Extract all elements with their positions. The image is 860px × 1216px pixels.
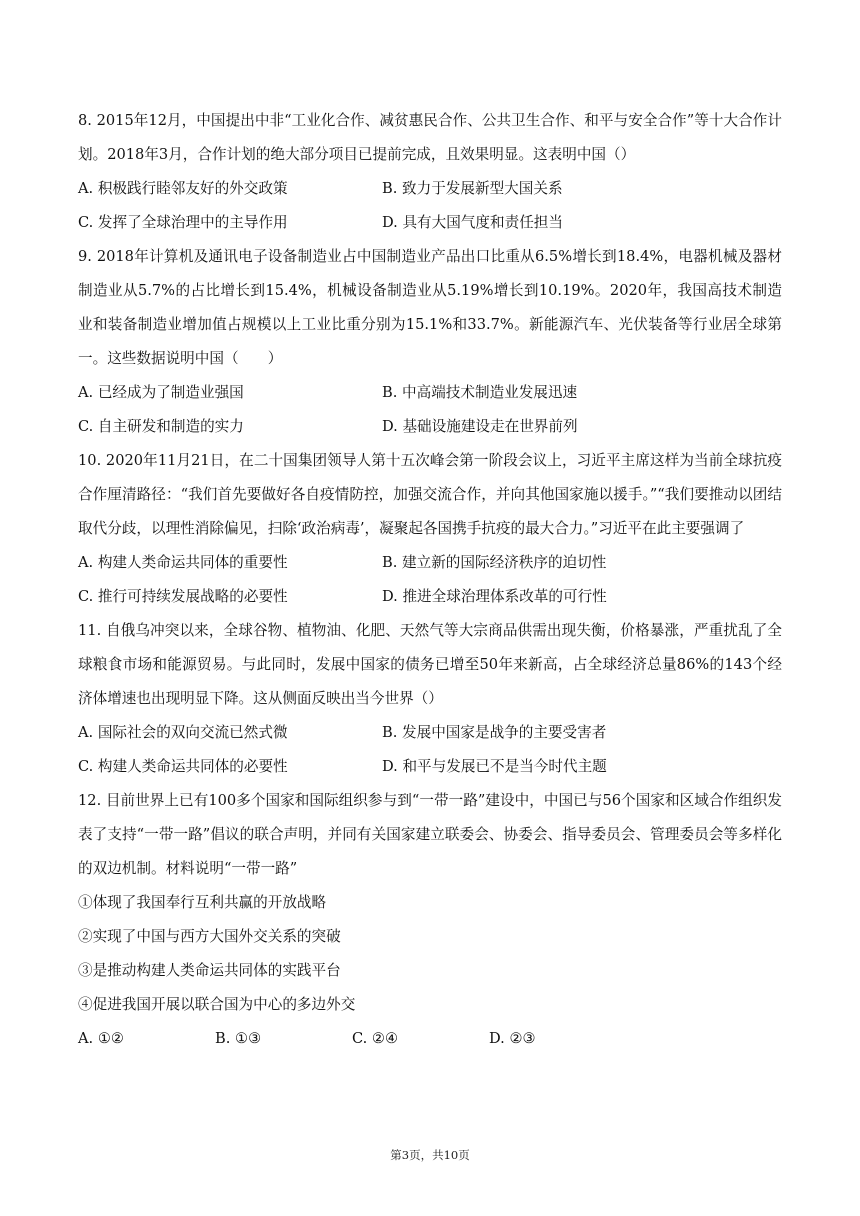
statement-4: ④促进我国开展以联合国为中心的多边外交 <box>78 996 356 1013</box>
option-a: A. 国际社会的双向交流已然式微 <box>78 724 288 741</box>
question-11 <box>78 614 782 784</box>
option-b: B. 建立新的国际经济秩序的迫切性 <box>382 554 607 571</box>
option-row <box>78 410 782 444</box>
question-12 <box>78 784 782 1056</box>
page-footer: 第3页，共10页 <box>390 1148 470 1162</box>
option-row <box>78 376 782 410</box>
option-a: A. 构建人类命运共同体的重要性 <box>78 554 288 571</box>
option-row <box>78 1022 782 1056</box>
question-list <box>78 104 782 1056</box>
statement-2: ②实现了中国与西方大国外交关系的突破 <box>78 928 341 945</box>
option-b: B. ①③ <box>215 1030 262 1047</box>
question-stem: 11. 自俄乌冲突以来，全球谷物、植物油、化肥、天然气等大宗商品供需出现失衡，价格暴涨，严重扰乱了全球粮食市场和能源贸易。与此同时，发展中国家的债务已增至50年来新高，占全球经济总量86%的143个经济体增速也出现明显下降。这从侧面反映出当今世界（） <box>78 622 782 707</box>
question-stem: 12. 目前世界上已有100多个国家和国际组织参与到“一带一路”建设中，中国已与56个国家和区域合作组织发表了支持“一带一路”倡议的联合声明，并同有关国家建立联委会、协委会、指导委员会、管理委员会等多样化的双边机制。材料说明“一带一路” <box>78 792 782 877</box>
question-10 <box>78 444 782 614</box>
statement-1: ①体现了我国奉行互利共赢的开放战略 <box>78 894 327 911</box>
option-d: D. 推进全球治理体系改革的可行性 <box>382 588 607 605</box>
question-stem: 10. 2020年11月21日，在二十国集团领导人第十五次峰会第一阶段会议上，习近平主席这样为当前全球抗疫合作厘清路径：“我们首先要做好各自疫情防控，加强交流合作，并向其他国家施以援手。”“我们要推动以团结取代分歧，以理性消除偏见，扫除‘政治病毒’，凝聚起各国携手抗疫的最大合力。”习近平在此主要强调了 <box>78 452 782 537</box>
option-b: B. 致力于发展新型大国关系 <box>382 180 563 197</box>
option-a: A. 积极践行睦邻友好的外交政策 <box>78 180 288 197</box>
question-stem: 9. 2018年计算机及通讯电子设备制造业占中国制造业产品出口比重从6.5%增长到18.4%，电器机械及器材制造业从5.7%的占比增长到15.4%，机械设备制造业从5.19%增长到10.19%。2020年，我国高技术制造业和装备制造业增加值占规模以上工业比重分别为15.1%和33.7%。新能源汽车、光伏装备等行业居全球第一。这些数据说明中国（ ） <box>78 248 782 367</box>
option-row <box>78 716 782 750</box>
question-stem: 8. 2015年12月，中国提出中非“工业化合作、减贫惠民合作、公共卫生合作、和平与安全合作”等十大合作计划。2018年3月，合作计划的绝大部分项目已提前完成，且效果明显。这表明中国（） <box>78 112 782 163</box>
option-d: D. ②③ <box>489 1030 536 1047</box>
option-c: C. 自主研发和制造的实力 <box>78 418 244 435</box>
question-8 <box>78 104 782 240</box>
option-a: A. ①② <box>78 1030 124 1047</box>
option-c: C. 构建人类命运共同体的必要性 <box>78 758 288 775</box>
option-row <box>78 172 782 206</box>
option-b: B. 中高端技术制造业发展迅速 <box>382 384 578 401</box>
question-9 <box>78 240 782 444</box>
option-d: D. 和平与发展已不是当今时代主题 <box>382 758 607 775</box>
statement-3: ③是推动构建人类命运共同体的实践平台 <box>78 962 341 979</box>
option-c: C. 发挥了全球治理中的主导作用 <box>78 214 288 231</box>
option-b: B. 发展中国家是战争的主要受害者 <box>382 724 607 741</box>
option-a: A. 已经成为了制造业强国 <box>78 384 244 401</box>
option-row <box>78 580 782 614</box>
option-row <box>78 750 782 784</box>
option-row <box>78 546 782 580</box>
option-c: C. 推行可持续发展战略的必要性 <box>78 588 288 605</box>
option-d: D. 具有大国气度和责任担当 <box>382 214 563 231</box>
option-d: D. 基础设施建设走在世界前列 <box>382 418 578 435</box>
option-row <box>78 206 782 240</box>
option-c: C. ②④ <box>352 1030 399 1047</box>
